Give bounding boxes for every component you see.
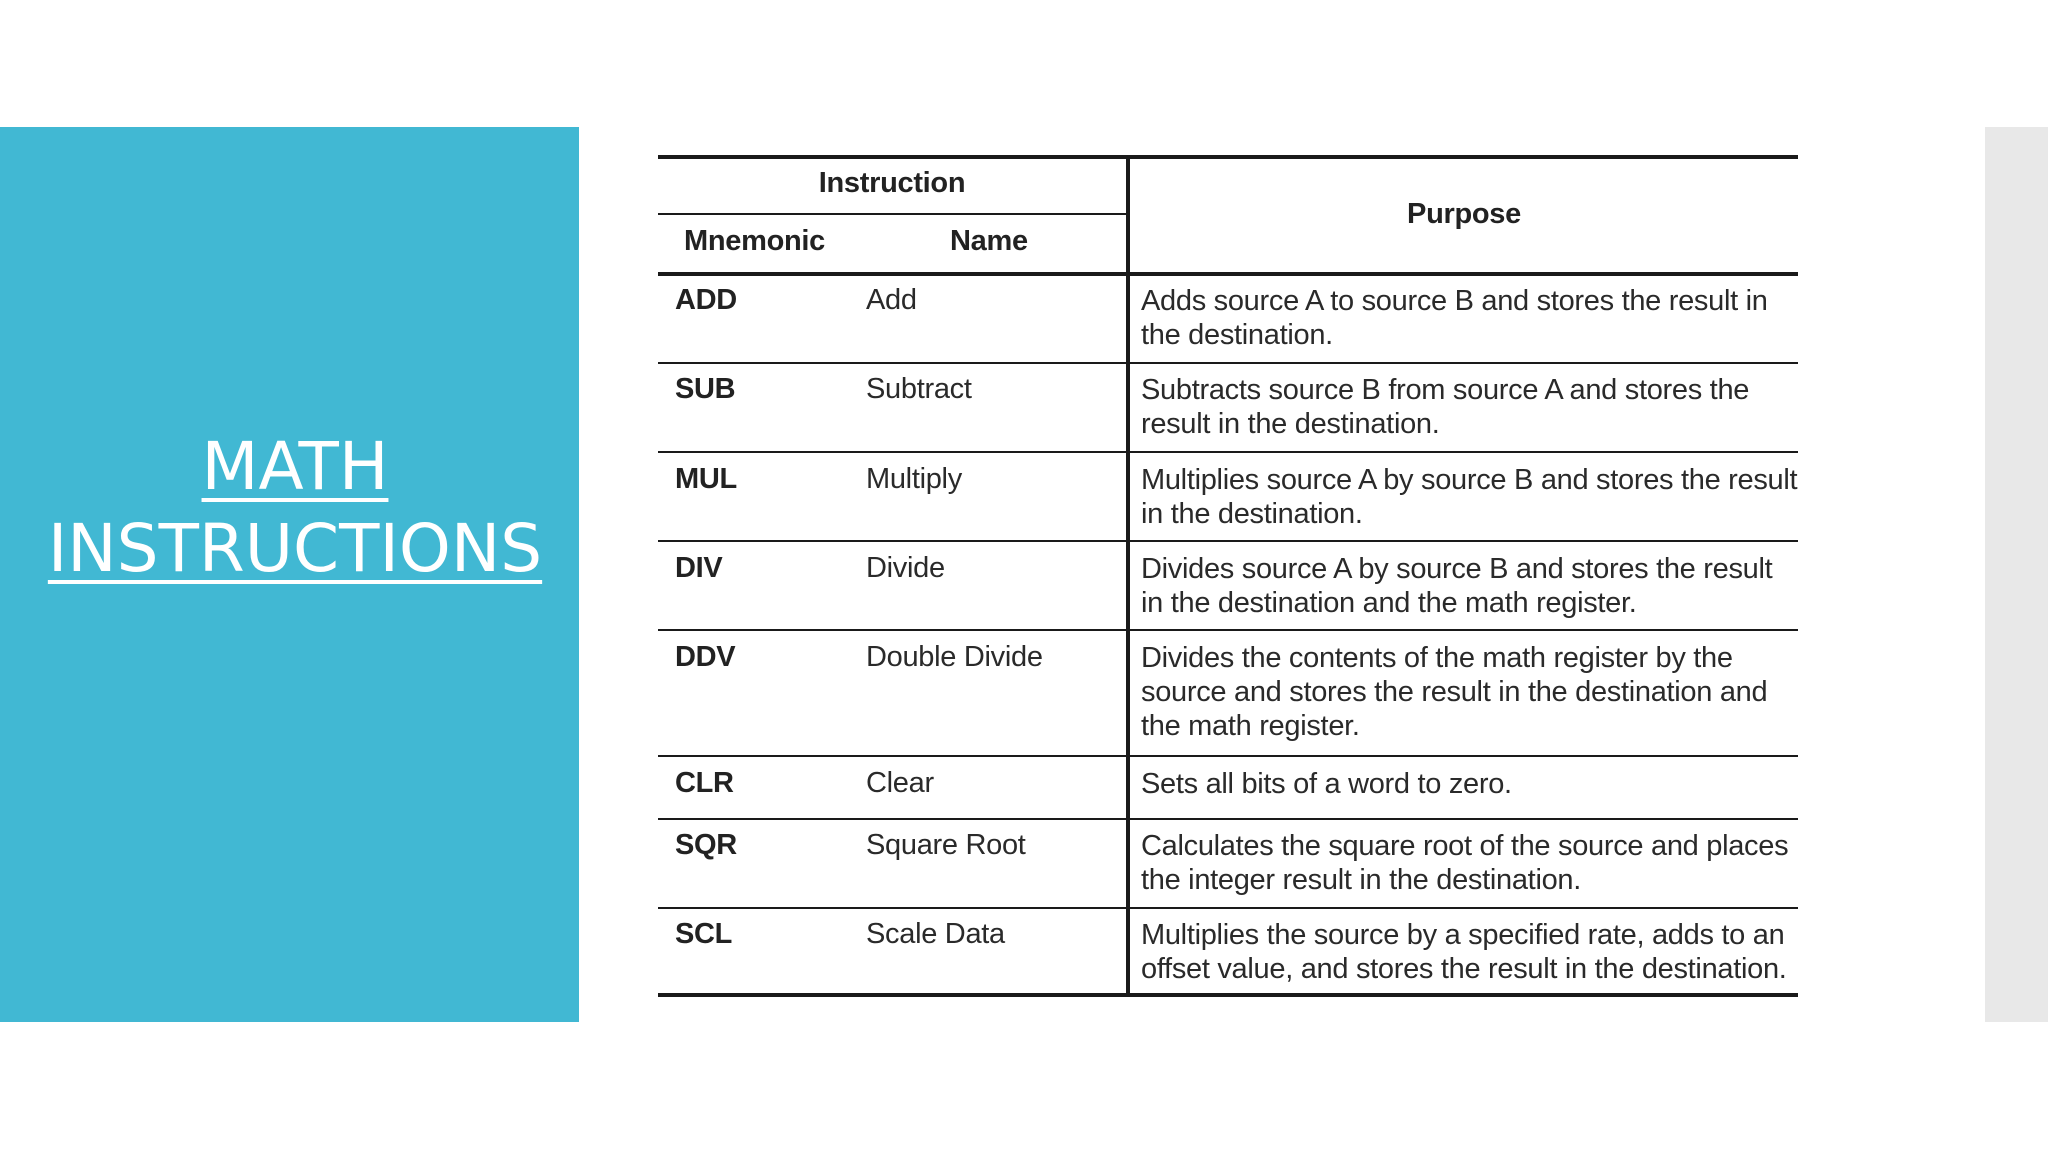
- header-purpose: Purpose: [1407, 198, 1521, 230]
- name-cell: Square Root: [866, 829, 1026, 861]
- row-rule: [658, 629, 1798, 631]
- name-cell: Double Divide: [866, 641, 1043, 673]
- purpose-cell: Subtracts source B from source A and stores the result in the destination.: [1141, 374, 1750, 440]
- column-divider: [1126, 155, 1130, 997]
- row-rule: [658, 362, 1798, 364]
- mnemonic-cell: SUB: [675, 373, 736, 405]
- header-name: Name: [950, 225, 1028, 257]
- row-rule: [658, 540, 1798, 542]
- name-cell: Subtract: [866, 373, 972, 405]
- table-bottom-rule: [658, 993, 1798, 997]
- header-group-rule: [658, 213, 1126, 215]
- name-cell: Add: [866, 284, 917, 316]
- mnemonic-cell: ADD: [675, 284, 737, 316]
- mnemonic-cell: SQR: [675, 829, 737, 861]
- row-rule: [658, 755, 1798, 757]
- slide-title: [0, 426, 590, 590]
- name-cell: Scale Data: [866, 918, 1005, 950]
- header-mnemonic: Mnemonic: [684, 225, 825, 257]
- row-rule: [658, 907, 1798, 909]
- purpose-cell: Multiplies the source by a specified rate, adds to an offset value, and stores the result in the destination.: [1141, 919, 1787, 985]
- name-cell: Divide: [866, 552, 945, 584]
- mnemonic-cell: DIV: [675, 552, 723, 584]
- table-top-rule: [658, 155, 1798, 159]
- row-rule: [658, 818, 1798, 820]
- slide-title-line1: MATH: [201, 428, 389, 505]
- name-cell: Clear: [866, 767, 934, 799]
- row-rule: [658, 451, 1798, 453]
- header-bottom-rule: [658, 272, 1798, 276]
- purpose-cell: Calculates the square root of the source and places the integer result in the destination.: [1141, 830, 1789, 896]
- slide-title-line2: INSTRUCTIONS: [47, 510, 543, 587]
- mnemonic-cell: DDV: [675, 641, 736, 673]
- mnemonic-cell: MUL: [675, 463, 737, 495]
- math-instructions-table: [658, 155, 1798, 997]
- purpose-cell: Adds source A to source B and stores the result in the destination.: [1141, 285, 1768, 351]
- purpose-cell: Divides source A by source B and stores the result in the destination and the math register.: [1141, 553, 1773, 619]
- purpose-cell: Divides the contents of the math register by the source and stores the result in the destination and the math register.: [1141, 642, 1768, 742]
- purpose-cell: Sets all bits of a word to zero.: [1141, 768, 1512, 800]
- header-instruction: Instruction: [818, 167, 966, 199]
- right-accent-bar: [1985, 127, 2048, 1022]
- name-cell: Multiply: [866, 463, 962, 495]
- mnemonic-cell: SCL: [675, 918, 733, 950]
- mnemonic-cell: CLR: [675, 767, 734, 799]
- purpose-cell: Multiplies source A by source B and stores the result in the destination.: [1141, 464, 1798, 530]
